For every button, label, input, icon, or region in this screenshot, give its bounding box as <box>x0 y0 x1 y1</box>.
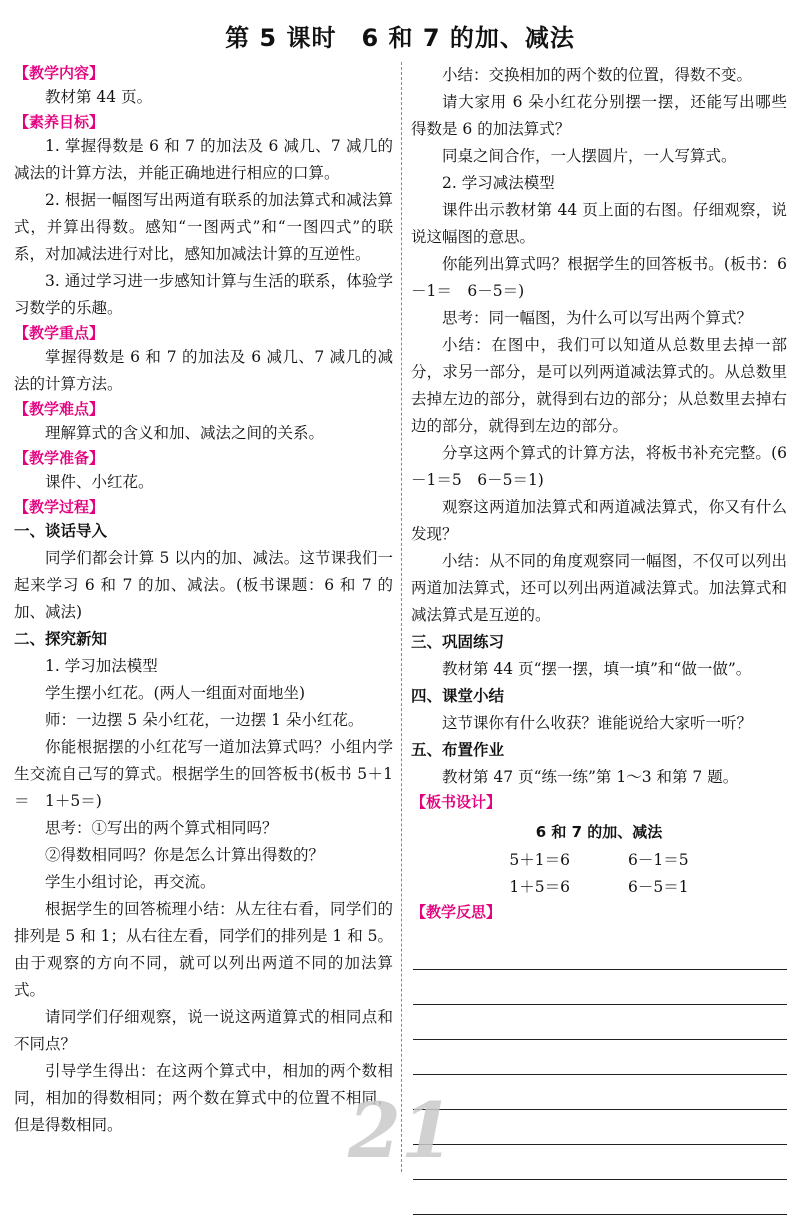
section-3-title: 三、巩固练习 <box>411 633 505 651</box>
writing-line <box>413 970 787 1005</box>
section-2-para: 1. 学习加法模型 <box>45 657 158 675</box>
tag-goals: 【 素养目标 】 <box>14 111 393 133</box>
section-2-para: 学生摆小红花。(两人一组面对面地坐) <box>45 684 306 702</box>
section-2-para: 你能根据摆的小红花写一道加法算式吗？小组内学生交流自己写的算式。根据学生的回答板书(板书 5＋1＝ 1＋5＝) <box>14 738 393 810</box>
section-2-para: ②得数相同吗？你是怎么计算出得数的？ <box>45 846 325 864</box>
right-para: 小结：从不同的角度观察同一幅图，不仅可以列出两道加法算式，还可以列出两道减法算式。加法算式和减法算式是互逆的。 <box>411 552 787 624</box>
left-column <box>14 62 393 1139</box>
tag-preparation: 【 教学准备 】 <box>14 447 393 469</box>
goal-2: 2. 根据一幅图写出两道有联系的加法算式和减法算式，并算出得数。感知“一图两式”和“一图四式”的联系，对加减法进行对比，感知加减法计算的互逆性。 <box>14 191 393 263</box>
section-2-para: 师：一边摆 5 朵小红花，一边摆 1 朵小红花。 <box>45 711 364 729</box>
writing-line <box>413 1005 787 1040</box>
section-4-text: 这节课你有什么收获？谁能说给大家听一听？ <box>442 714 753 732</box>
right-para: 分享这两个算式的计算方法，将板书补充完整。(6－1＝5 6－5＝1) <box>411 444 787 489</box>
right-para: 观察这两道加法算式和两道减法算式，你又有什么发现？ <box>411 498 787 543</box>
section-1-title: 一、谈话导入 <box>14 522 108 540</box>
right-column <box>411 62 787 1215</box>
section-3-text: 教材第 44 页“摆一摆，填一填”和“做一做”。 <box>442 660 752 678</box>
board-equation: 6－5＝1 <box>628 878 689 896</box>
board-row <box>411 847 787 874</box>
content-text: 教材第 44 页。 <box>45 88 153 106</box>
board-equation: 5＋1＝6 <box>509 851 570 869</box>
right-para: 小结：交换相加的两个数的位置，得数不变。 <box>442 66 753 84</box>
tag-reflection: 【 教学反思 】 <box>411 901 787 923</box>
right-para: 思考：同一幅图，为什么可以写出两个算式？ <box>442 309 753 327</box>
key-text: 掌握得数是 6 和 7 的加法及 6 减几、7 减几的减法的计算方法。 <box>14 348 393 393</box>
section-5-title: 五、布置作业 <box>411 741 505 759</box>
right-para: 2. 学习减法模型 <box>442 174 555 192</box>
section-5-text: 教材第 47 页“练一练”第 1～3 和第 7 题。 <box>442 768 739 786</box>
section-2-para: 请同学们仔细观察，说一说这两道算式的相同点和不同点？ <box>14 1008 393 1053</box>
section-2-para: 引导学生得出：在这两个算式中，相加的两个数相同，相加的得数相同；两个数在算式中的位置不相同，但是得数相同。 <box>14 1062 393 1134</box>
prep-text: 课件、小红花。 <box>45 473 154 491</box>
right-para: 你能列出算式吗？根据学生的回答板书。(板书：6－1＝ 6－5＝) <box>411 255 787 300</box>
goal-1: 1. 掌握得数是 6 和 7 的加法及 6 减几、7 减几的减法的计算方法，并能正确地进行相应的口算。 <box>14 137 393 182</box>
writing-line <box>413 935 787 970</box>
column-divider <box>401 62 402 1172</box>
section-2-para: 思考：①写出的两个算式相同吗？ <box>45 819 278 837</box>
writing-line <box>413 1180 787 1215</box>
right-para: 小结：在图中，我们可以知道从总数里去掉一部分，求另一部分，是可以列两道减法算式的。从总数里去掉左边的部分，就得到右边的部分；从总数里去掉右边的部分，就得到左边的部分。 <box>411 336 787 435</box>
writing-line <box>413 1075 787 1110</box>
right-para: 同桌之间合作，一人摆圆片，一人写算式。 <box>442 147 737 165</box>
section-4-title: 四、课堂小结 <box>411 687 505 705</box>
reflection-writing-area <box>411 935 787 1215</box>
board-design <box>411 817 787 901</box>
board-row <box>411 874 787 901</box>
board-equation: 6－1＝5 <box>628 851 689 869</box>
section-2-title: 二、探究新知 <box>14 630 108 648</box>
board-title: 6 和 7 的加、减法 <box>535 823 663 841</box>
writing-line <box>413 1145 787 1180</box>
tag-process: 【 教学过程 】 <box>14 496 393 518</box>
goal-3: 3. 通过学习进一步感知计算与生活的联系，体验学习数学的乐趣。 <box>14 272 393 317</box>
page-title: 第 5 课时 6 和 7 的加、减法 <box>225 24 575 52</box>
writing-line <box>413 1110 787 1145</box>
tag-difficulties: 【 教学难点 】 <box>14 398 393 420</box>
difficult-text: 理解算式的含义和加、减法之间的关系。 <box>45 424 325 442</box>
tag-board-design: 【 板书设计 】 <box>411 791 787 813</box>
writing-line <box>413 1040 787 1075</box>
right-para: 课件出示教材第 44 页上面的右图。仔细观察，说说这幅图的意思。 <box>411 201 787 246</box>
page-number: 21 <box>348 1086 454 1175</box>
board-equation: 1＋5＝6 <box>509 878 570 896</box>
tag-teaching-content: 【 教学内容 】 <box>14 62 393 84</box>
section-1-text: 同学们都会计算 5 以内的加、减法。这节课我们一起来学习 6 和 7 的加、减法。(板书课题：6 和 7 的加、减法) <box>14 549 393 621</box>
section-2-para: 学生小组讨论，再交流。 <box>45 873 216 891</box>
right-para: 请大家用 6 朵小红花分别摆一摆，还能写出哪些得数是 6 的加法算式？ <box>411 93 787 138</box>
section-2-para: 根据学生的回答梳理小结：从左往右看，同学们的排列是 5 和 1；从右往左看，同学们的排列是 1 和 5。由于观察的方向不同，就可以列出两道不同的加法算式。 <box>14 900 394 999</box>
tag-key-points: 【 教学重点 】 <box>14 322 393 344</box>
